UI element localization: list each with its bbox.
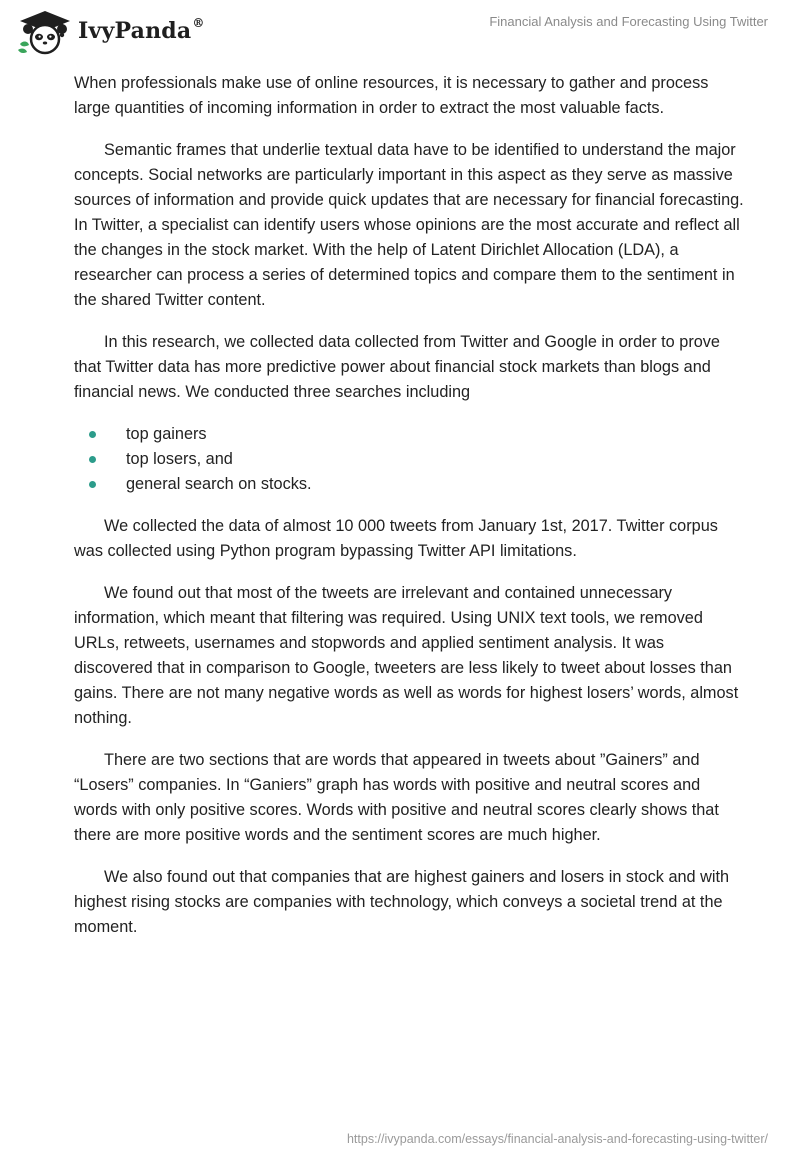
list-item-text: general search on stocks.	[126, 475, 312, 493]
panda-graduate-icon	[14, 8, 74, 56]
paragraph-intro: When professionals make use of online resources, it is necessary to gather and process large quantities of incoming information in order to extract the most valuable facts.	[74, 74, 709, 117]
brand-name	[78, 18, 205, 44]
list-item	[74, 422, 746, 447]
brand-text: IvyPanda	[78, 18, 192, 44]
paragraph-semantic-frames: Semantic frames that underlie textual data have to be identified to understand the major concepts. Social networks are particularly important in this aspect as they serve as massive sources of information and provide quick updates that are necessary for financial forecasting. In Twitter, a specialist can identify users whose opinions are the most accurate and reflect all the changes in the stock market. With the help of Latent Dirichlet Allocation (LDA), a researcher can process a series of determined topics and compare them to the sentiment in the shared Twitter content.	[74, 141, 744, 309]
bullet-dot-icon	[89, 431, 96, 438]
registered-mark: ®	[192, 16, 205, 30]
list-item-text: top losers, and	[126, 450, 233, 468]
source-url[interactable]: https://ivypanda.com/essays/financial-analysis-and-forecasting-using-twitter/	[346, 1132, 768, 1146]
paragraph-filtering: We found out that most of the tweets are irrelevant and contained unnecessary information, which meant that filtering was required. Using UNIX text tools, we removed URLs, retweets, usernames and stopwords and applied sentiment analysis. It was discovered that in comparison to Google, tweeters are less likely to tweet about losses than gains. There are not many negative words as well as words for highest losers’ words, almost nothing.	[74, 584, 739, 727]
ivypanda-logo[interactable]	[14, 8, 214, 56]
search-list	[74, 422, 746, 497]
page-header	[0, 0, 800, 60]
list-item	[74, 472, 746, 497]
list-item	[74, 447, 746, 472]
paragraph-research: In this research, we collected data collected from Twitter and Google in order to prove that Twitter data has more predictive power about financial stock markets than blogs and financial news. We conducted three searches including	[74, 333, 720, 401]
bullet-dot-icon	[89, 456, 96, 463]
paragraph-data-collection: We collected the data of almost 10 000 tweets from January 1st, 2017. Twitter corpus was collected using Python program bypassing Twitter API limitations.	[74, 517, 718, 560]
paragraph-sections: There are two sections that are words that appeared in tweets about ”Gainers” and “Losers” companies. In “Ganiers” graph has words with positive and neutral scores and words with only positive scores. Words with positive and neutral scores clearly shows that there are more positive words and the sentiment scores are much higher.	[74, 751, 719, 844]
bullet-dot-icon	[89, 481, 96, 488]
document-title: Financial Analysis and Forecasting Using Twitter	[489, 14, 768, 29]
list-item-text: top gainers	[126, 425, 207, 443]
essay-body	[74, 71, 746, 957]
paragraph-conclusion: We also found out that companies that are highest gainers and losers in stock and with highest rising stocks are companies with technology, which conveys a societal trend at the moment.	[74, 868, 730, 936]
